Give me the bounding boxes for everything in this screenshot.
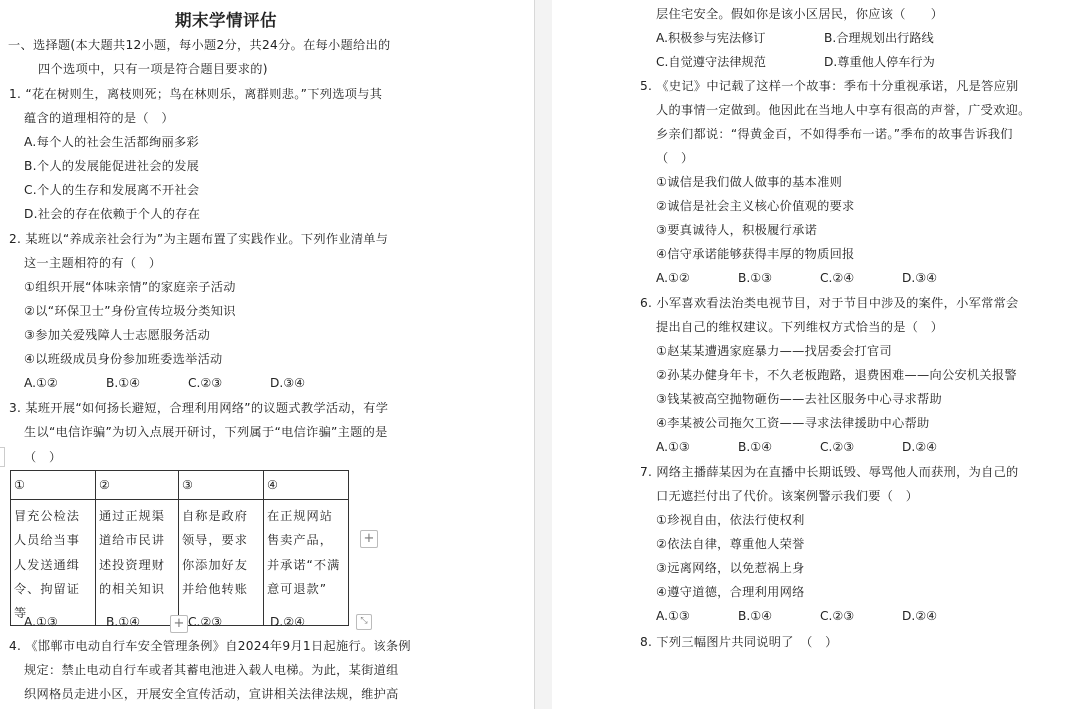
q5-stem-line4: （ ） — [656, 151, 694, 165]
q6-statement-3: ③钱某被高空抛物砸伤——去社区服务中心寻求帮助 — [656, 392, 942, 406]
q8-stem-line1: 8. 下列三幅图片共同说明了 （ ） — [640, 635, 838, 649]
q6-statement-1: ①赵某某遭遇家庭暴力——找居委会打官司 — [656, 344, 893, 358]
q4-stem-line4: 层住宅安全。假如你是该小区居民，你应该（ ） — [656, 7, 944, 21]
q5-options — [656, 270, 984, 286]
q5-stem-line2: 人的事情一定做到。他因此在当地人中享有很高的声誉，广受欢迎。 — [656, 103, 1031, 117]
q1-option-d: D.社会的存在依赖于个人的存在 — [24, 207, 201, 221]
q2-statement-3: ③参加关爱残障人士志愿服务活动 — [24, 328, 211, 342]
q3-option-d: D.②④ — [270, 615, 306, 629]
q3-option-b: B.①④ — [106, 615, 141, 629]
q4-stem-line3: 织网格员走进小区，开展安全宣传活动，宣讲相关法律法规，维护高 — [24, 687, 399, 701]
q7-statement-2: ②依法自律，尊重他人荣誉 — [656, 537, 805, 551]
q2-option-d: D.③④ — [270, 376, 306, 390]
q3-option-c: C.②③ — [188, 615, 223, 629]
q1-option-b: B.个人的发展能促进社会的发展 — [24, 159, 200, 173]
q1-stem-line2: 蕴含的道理相符的是（ ） — [24, 111, 174, 125]
q7-stem-line2: 口无遮拦付出了代价。该案例警示我们要（ ） — [656, 489, 919, 503]
add-row-button[interactable]: + — [170, 615, 188, 633]
page-title: 期末学情评估 — [175, 11, 277, 30]
table-cell: 通过正规渠道给市民讲述投资理财的相关知识 — [96, 500, 179, 626]
table-header-cell: ④ — [264, 471, 349, 500]
q4-options-row2 — [656, 54, 992, 70]
q6-statement-2: ②孙某办健身年卡，不久老板跑路，退费困难——向公安机关报警 — [656, 368, 1017, 382]
q5-stem-line3: 乡亲们都说：“得黄金百，不如得季布一诺。”季布的故事告诉我们 — [656, 127, 1013, 141]
q7-options — [656, 608, 984, 624]
table-header-cell: ② — [96, 471, 179, 500]
q2-statement-1: ①组织开展“体味亲情”的家庭亲子活动 — [24, 280, 236, 294]
q3-stem-line1: 3. 某班开展“如何扬长避短，合理利用网络”的议题式教学活动，有学 — [9, 401, 389, 415]
section-heading-line2: 四个选项中，只有一项是符合题目要求的) — [38, 62, 268, 76]
q1-option-c: C.个人的生存和发展离不开社会 — [24, 183, 200, 197]
q7-statement-3: ③远离网络，以免惹祸上身 — [656, 561, 805, 575]
q6-option-d: D.②④ — [902, 440, 938, 454]
table-cell: 冒充公检法人员给当事人发送通缉令、拘留证等 — [11, 500, 96, 626]
q4-option-a: A.积极参与宪法修订 — [656, 31, 766, 45]
q4-stem-line1: 4. 《邯郸市电动自行车安全管理条例》自2024年9月1日起施行。该条例 — [9, 639, 411, 653]
q5-option-d: D.③④ — [902, 271, 938, 285]
q6-option-b: B.①④ — [738, 440, 773, 454]
table-header-cell: ③ — [179, 471, 264, 500]
q6-option-c: C.②③ — [820, 440, 855, 454]
q3-stem-line2: 生以“电信诈骗”为切入点展开研讨，下列属于“电信诈骗”主题的是 — [24, 425, 388, 439]
q1-stem-line1: 1. “花在树则生，离枝则死；鸟在林则乐，离群则悲。”下列选项与其 — [9, 87, 383, 101]
q2-stem-line1: 2. 某班以“养成亲社会行为”为主题布置了实践作业。下列作业清单与 — [9, 232, 389, 246]
add-column-button[interactable]: + — [360, 530, 378, 548]
q4-option-b: B.合理规划出行路线 — [824, 31, 934, 45]
q5-statement-1: ①诚信是我们做人做事的基本准则 — [656, 175, 843, 189]
q7-option-c: C.②③ — [820, 609, 855, 623]
q3-option-a: A.①③ — [24, 615, 58, 629]
q5-option-b: B.①③ — [738, 271, 773, 285]
cursor-marker — [0, 447, 5, 467]
q1-option-a: A.每个人的社会生活都绚丽多彩 — [24, 135, 199, 149]
q7-statement-1: ①珍视自由，依法行使权利 — [656, 513, 805, 527]
page-shadow — [535, 0, 552, 709]
right-page — [552, 0, 1080, 709]
q6-statement-4: ④李某被公司拖欠工资——寻求法律援助中心帮助 — [656, 416, 930, 430]
q7-option-d: D.②④ — [902, 609, 938, 623]
q5-statement-4: ④信守承诺能够获得丰厚的物质回报 — [656, 247, 855, 261]
q6-stem-line2: 提出自己的维权建议。下列维权方式恰当的是（ ） — [656, 320, 944, 334]
section-heading-line1: 一、选择题(本大题共12小题，每小题2分，共24分。在每小题给出的 — [8, 38, 391, 52]
table-resize-handle-icon[interactable]: ⤡ — [356, 614, 372, 630]
q3-table[interactable] — [10, 470, 349, 626]
q6-stem-line1: 6. 小军喜欢看法治类电视节目，对于节目中涉及的案件，小军常常会 — [640, 296, 1019, 310]
q7-option-b: B.①④ — [738, 609, 773, 623]
table-header-row — [11, 471, 349, 500]
page-gutter — [452, 0, 552, 709]
q2-statement-2: ②以“环保卫士”身份宣传垃圾分类知识 — [24, 304, 236, 318]
q7-option-a: A.①③ — [656, 609, 690, 623]
q2-stem-line2: 这一主题相符的有（ ） — [24, 256, 162, 270]
table-cell: 自称是政府领导，要求你添加好友并给他转账 — [179, 500, 264, 626]
q6-option-a: A.①③ — [656, 440, 690, 454]
q5-statement-2: ②诚信是社会主义核心价值观的要求 — [656, 199, 855, 213]
q7-stem-line1: 7. 网络主播薛某因为在直播中长期诋毁、辱骂他人而获刑，为自己的 — [640, 465, 1019, 479]
q5-statement-3: ③要真诚待人，积极履行承诺 — [656, 223, 818, 237]
q5-option-a: A.①② — [656, 271, 690, 285]
q2-option-b: B.①④ — [106, 376, 141, 390]
q4-options-row1 — [656, 30, 992, 46]
q3-stem-line3: （ ） — [24, 450, 62, 464]
q6-options — [656, 439, 984, 455]
q4-option-c: C.自觉遵守法律规范 — [656, 55, 766, 69]
q5-stem-line1: 5. 《史记》中记载了这样一个故事：季布十分重视承诺，凡是答应别 — [640, 79, 1019, 93]
table-row — [11, 500, 349, 626]
q2-option-c: C.②③ — [188, 376, 223, 390]
q2-option-a: A.①② — [24, 376, 58, 390]
q2-statement-4: ④以班级成员身份参加班委选举活动 — [24, 352, 223, 366]
left-page — [0, 0, 452, 709]
table-cell: 在正规网站售卖产品，并承诺“不满意可退款” — [264, 500, 349, 626]
q5-option-c: C.②④ — [820, 271, 855, 285]
q2-options — [24, 375, 352, 391]
q7-statement-4: ④遵守道德，合理利用网络 — [656, 585, 805, 599]
table-header-cell: ① — [11, 471, 96, 500]
q4-option-d: D.尊重他人停车行为 — [824, 55, 935, 69]
q4-stem-line2: 规定：禁止电动自行车或者其蓄电池进入载人电梯。为此，某街道组 — [24, 663, 399, 677]
q3-options — [24, 614, 352, 630]
